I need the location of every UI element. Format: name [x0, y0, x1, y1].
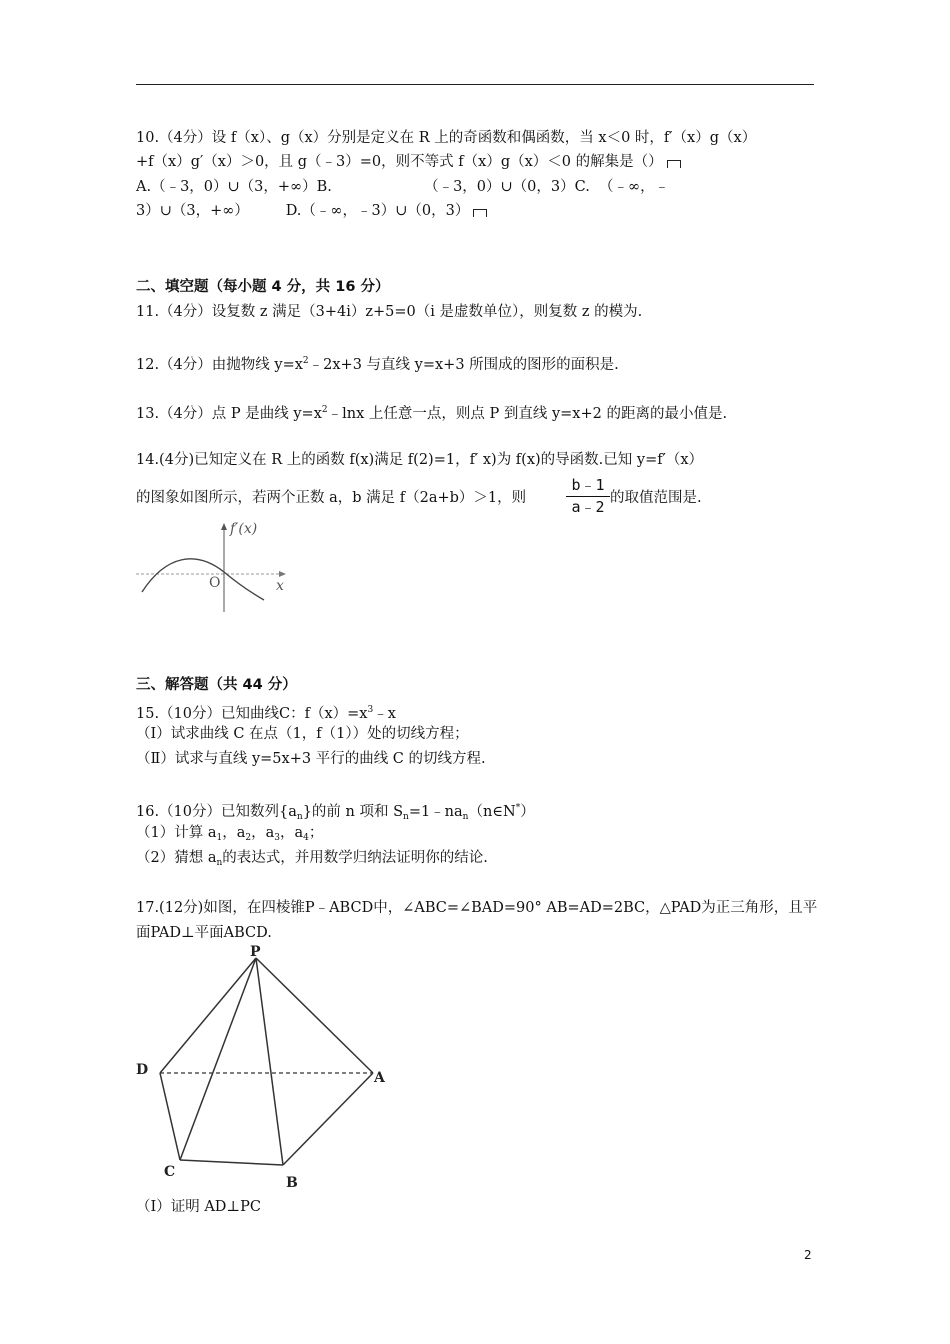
edge-PC — [180, 958, 256, 1160]
pyramid-figure — [130, 940, 400, 1195]
q16-e: ） — [520, 804, 535, 820]
q14-fraction — [566, 476, 610, 517]
q14-fraction-numerator: b﹣1 — [571, 476, 605, 494]
q15-part1: （Ⅰ）试求曲线 C 在点（1，f（1））处的切线方程； — [136, 726, 469, 742]
q16-2-sub: n — [216, 858, 223, 868]
q12-a: 12.（4分）由抛物线 y=x — [136, 357, 303, 373]
q10-line2 — [136, 152, 681, 172]
vertex-label-C: C — [164, 1164, 176, 1180]
page-number: 2 — [804, 1248, 812, 1262]
q16-part2 — [136, 848, 488, 873]
q13-sup: 2 — [321, 405, 328, 415]
q16-1-d: ，a — [280, 825, 304, 841]
q16-2-b: 的表达式，并用数学归纳法证明你的结论. — [222, 850, 488, 866]
q17-line2: 面PAD⊥平面ABCD. — [136, 925, 272, 941]
return-mark-icon — [473, 209, 487, 217]
vertex-label-B: B — [286, 1175, 298, 1191]
q13-b: ﹣lnx 上任意一点，则点 P 到直线 y=x+2 的距离的最小值是. — [327, 406, 728, 422]
q10-line3: A.（﹣3，0）∪（3，+∞）B. （﹣3，0）∪（0，3）C. （﹣∞，﹣ — [136, 179, 670, 195]
q17-part1: （Ⅰ）证明 AD⊥PC — [136, 1199, 261, 1215]
y-axis-arrow-icon — [221, 523, 227, 530]
vertex-label-P: P — [250, 944, 261, 960]
q16-1-b: ，a — [222, 825, 246, 841]
q16-1-c: ，a — [251, 825, 275, 841]
edge-CB — [180, 1160, 283, 1165]
edge-PD — [160, 958, 256, 1073]
vertex-label-A: A — [374, 1070, 385, 1086]
q12-sup: 2 — [302, 356, 309, 366]
q17-line1: 17.(12分)如图，在四棱锥P﹣ABCD中，∠ABC=∠BAD=90° AB=AD=2BC，△PAD为正三角形，且平 — [136, 900, 818, 916]
q16-1-a: （1）计算 a — [136, 825, 217, 841]
return-mark-icon — [667, 160, 681, 168]
q16-1-s2: 2 — [245, 833, 252, 843]
q10-line4 — [136, 201, 487, 221]
q15-part2: （Ⅱ）试求与直线 y=5x+3 平行的曲线 C 的切线方程. — [136, 751, 486, 767]
q16-sub2: n — [403, 812, 409, 822]
edge-DC — [160, 1073, 180, 1160]
fraction-bar — [566, 496, 610, 497]
q16-part1 — [136, 823, 323, 848]
derivative-curve — [142, 559, 264, 600]
q13 — [136, 400, 727, 424]
q14-line1: 14.(4分)已知定义在 R 上的函数 f(x)满足 f(2)=1，f′ x)为 f(x)的导函数.已知 y=f′（x） — [136, 452, 704, 468]
q12-b: ﹣2x+3 与直线 y=x+3 所围成的图形的面积是. — [308, 357, 619, 373]
derivative-graph — [136, 520, 296, 615]
q14-line2-a: 的图象如图所示，若两个正数 a，b 满足 f（2a+b）＞1，则 — [136, 490, 527, 506]
q16-1-s3: 3 — [274, 833, 280, 843]
section2-heading: 二、填空题（每小题 4 分，共 16 分） — [136, 279, 390, 295]
graph-y-label: f′(x) — [230, 521, 258, 537]
q13-a: 13.（4分）点 P 是曲线 y=x — [136, 406, 322, 422]
q16-1-s1: 1 — [216, 833, 223, 843]
q10-line1: 10.（4分）设 f（x）、g（x）分别是定义在 R 上的奇函数和偶函数，当 x＜0 时，f′（x）g（x） — [136, 130, 757, 146]
q12 — [136, 351, 619, 375]
q14-fraction-denominator: a﹣2 — [571, 498, 605, 516]
q16-sup-star: * — [515, 803, 521, 813]
q15 — [136, 700, 396, 724]
graph-x-label: x — [276, 578, 284, 594]
q16-2-a: （2）猜想 a — [136, 850, 217, 866]
header-rule — [136, 84, 814, 85]
graph-origin-label: O — [209, 575, 221, 591]
q16-b: }的前 n 项和 S — [302, 804, 404, 820]
q15-sup: 3 — [367, 705, 374, 715]
q15-b: ﹣x — [373, 706, 396, 722]
x-axis-arrow-icon — [279, 571, 286, 577]
vertex-label-D: D — [136, 1062, 149, 1078]
q16-a: 16.（10分）已知数列{a — [136, 804, 297, 820]
edge-PB — [256, 958, 283, 1165]
q16-sub1: n — [296, 812, 303, 822]
q10-line2-text: +f（x）g′（x）＞0，且 g（﹣3）=0，则不等式 f（x）g（x）＜0 的解集是（） — [136, 154, 663, 170]
q14-line2-b: 的取值范围是. — [610, 490, 702, 506]
section3-heading: 三、解答题（共 44 分） — [136, 677, 297, 693]
q16-sub3: n — [462, 812, 469, 822]
q15-a: 15.（10分）已知曲线C：f（x）=x — [136, 706, 368, 722]
edge-BA — [283, 1073, 373, 1165]
q16-1-e: ； — [308, 825, 324, 841]
q16-d: （n∈N — [468, 804, 516, 820]
edge-PA — [256, 958, 373, 1073]
q16-1-s4: 4 — [303, 833, 309, 843]
q11: 11.（4分）设复数 z 满足（3+4i）z+5=0（i 是虚数单位），则复数 z 的模为. — [136, 304, 643, 320]
q10-line4-text: 3）∪（3，+∞） D.（﹣∞，﹣3）∪（0，3） — [136, 203, 470, 219]
q16-c: =1﹣na — [408, 804, 463, 820]
